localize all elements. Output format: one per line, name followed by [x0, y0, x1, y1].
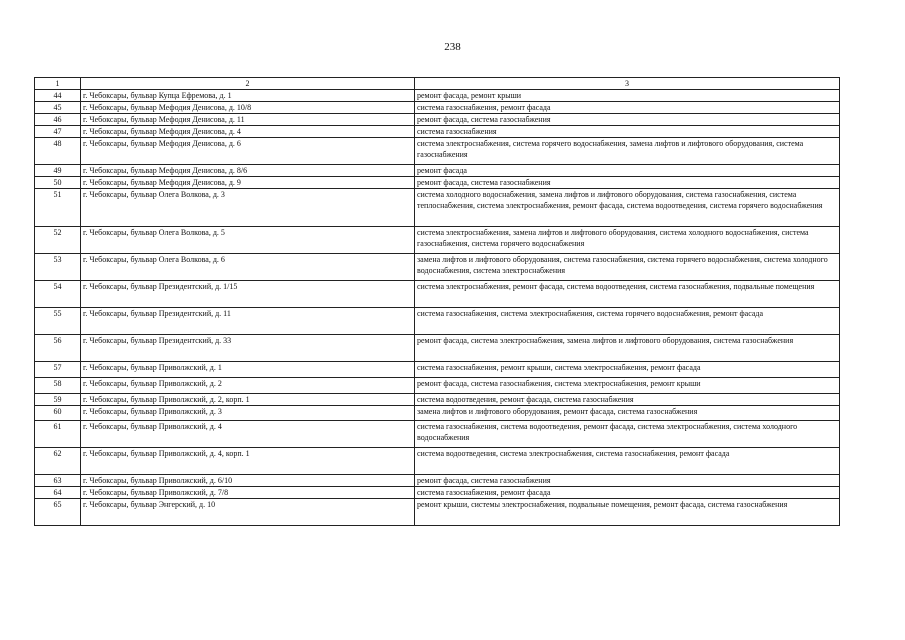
- row-works: система газоснабжения, система электроснабжения, система горячего водоснабжения, ремонт фасада: [415, 308, 840, 335]
- table-row: [35, 189, 840, 227]
- table-row: [35, 394, 840, 406]
- row-number: 65: [35, 499, 81, 526]
- row-address: г. Чебоксары, бульвар Президентский, д. 11: [81, 308, 415, 335]
- row-works: система газоснабжения: [415, 126, 840, 138]
- row-works: замена лифтов и лифтового оборудования, ремонт фасада, система газоснабжения: [415, 406, 840, 421]
- row-address: г. Чебоксары, бульвар Купца Ефремова, д. 1: [81, 90, 415, 102]
- row-address: г. Чебоксары, бульвар Мефодия Денисова, д. 9: [81, 177, 415, 189]
- row-number: 57: [35, 362, 81, 378]
- row-number: 55: [35, 308, 81, 335]
- row-number: 46: [35, 114, 81, 126]
- row-address: г. Чебоксары, бульвар Олега Волкова, д. 3: [81, 189, 415, 227]
- row-works: система газоснабжения, ремонт фасада: [415, 487, 840, 499]
- row-address: г. Чебоксары, бульвар Мефодия Денисова, д. 4: [81, 126, 415, 138]
- housing-register-table: [34, 77, 840, 526]
- row-number: 52: [35, 227, 81, 254]
- row-number: 51: [35, 189, 81, 227]
- table-row: [35, 487, 840, 499]
- row-works: система электроснабжения, ремонт фасада, система водоотведения, система газоснабжения, подвальные помещения: [415, 281, 840, 308]
- row-works: система газоснабжения, система водоотведения, ремонт фасада, система электроснабжения, система холодного водоснабжения: [415, 421, 840, 448]
- table-row: [35, 308, 840, 335]
- table-row: [35, 475, 840, 487]
- row-number: 49: [35, 165, 81, 177]
- table-row: [35, 448, 840, 475]
- table-row: [35, 254, 840, 281]
- table-row: [35, 335, 840, 362]
- column-header-1: 1: [35, 78, 81, 90]
- row-works: ремонт фасада, система газоснабжения: [415, 475, 840, 487]
- row-works: замена лифтов и лифтового оборудования, система газоснабжения, система горячего водоснабжения, система холодного водоснабжения, система электроснабжения: [415, 254, 840, 281]
- row-works: ремонт фасада, система электроснабжения, замена лифтов и лифтового оборудования, система газоснабжения: [415, 335, 840, 362]
- row-address: г. Чебоксары, бульвар Приволжский, д. 6/10: [81, 475, 415, 487]
- table-row: [35, 177, 840, 189]
- row-works: система водоотведения, ремонт фасада, система газоснабжения: [415, 394, 840, 406]
- row-number: 63: [35, 475, 81, 487]
- row-works: система холодного водоснабжения, замена лифтов и лифтового оборудования, система газоснабжения, система теплоснабжения, система электроснабжения, ремонт фасада, система водоотведения, система горячего водоснабжения: [415, 189, 840, 227]
- row-address: г. Чебоксары, бульвар Приволжский, д. 1: [81, 362, 415, 378]
- row-number: 48: [35, 138, 81, 165]
- table-row: [35, 114, 840, 126]
- row-works: система электроснабжения, замена лифтов и лифтового оборудования, система холодного водоснабжения, система газоснабжения, система горячего водоснабжения: [415, 227, 840, 254]
- row-works: ремонт крыши, системы электроснабжения, подвальные помещения, ремонт фасада, система газоснабжения: [415, 499, 840, 526]
- row-works: система водоотведения, система электроснабжения, система газоснабжения, ремонт фасада: [415, 448, 840, 475]
- row-address: г. Чебоксары, бульвар Приволжский, д. 4: [81, 421, 415, 448]
- table-row: [35, 165, 840, 177]
- column-header-2: 2: [81, 78, 415, 90]
- table-row: [35, 227, 840, 254]
- table-row: [35, 281, 840, 308]
- row-works: ремонт фасада, система газоснабжения: [415, 114, 840, 126]
- table-row: [35, 90, 840, 102]
- row-address: г. Чебоксары, бульвар Мефодия Денисова, д. 8/6: [81, 165, 415, 177]
- row-address: г. Чебоксары, бульвар Мефодия Денисова, д. 6: [81, 138, 415, 165]
- row-address: г. Чебоксары, бульвар Олега Волкова, д. 5: [81, 227, 415, 254]
- row-number: 56: [35, 335, 81, 362]
- table-row: [35, 362, 840, 378]
- table-row: [35, 406, 840, 421]
- row-number: 64: [35, 487, 81, 499]
- page-number: 238: [444, 41, 461, 53]
- row-number: 53: [35, 254, 81, 281]
- table-row: [35, 126, 840, 138]
- table-body: [35, 78, 840, 526]
- table-row: [35, 421, 840, 448]
- row-address: г. Чебоксары, бульвар Приволжский, д. 2: [81, 378, 415, 394]
- row-works: ремонт фасада: [415, 165, 840, 177]
- column-number-row: [35, 78, 840, 90]
- row-works: ремонт фасада, система газоснабжения: [415, 177, 840, 189]
- row-address: г. Чебоксары, бульвар Приволжский, д. 2, корп. 1: [81, 394, 415, 406]
- row-address: г. Чебоксары, бульвар Энгерский, д. 10: [81, 499, 415, 526]
- table-row: [35, 378, 840, 394]
- row-number: 60: [35, 406, 81, 421]
- row-works: ремонт фасада, ремонт крыши: [415, 90, 840, 102]
- row-number: 58: [35, 378, 81, 394]
- row-address: г. Чебоксары, бульвар Президентский, д. 1/15: [81, 281, 415, 308]
- row-works: система газоснабжения, ремонт крыши, система электроснабжения, ремонт фасада: [415, 362, 840, 378]
- row-number: 44: [35, 90, 81, 102]
- column-header-3: 3: [415, 78, 840, 90]
- row-number: 62: [35, 448, 81, 475]
- row-address: г. Чебоксары, бульвар Президентский, д. 33: [81, 335, 415, 362]
- row-address: г. Чебоксары, бульвар Приволжский, д. 7/8: [81, 487, 415, 499]
- row-address: г. Чебоксары, бульвар Мефодия Денисова, д. 10/8: [81, 102, 415, 114]
- row-number: 59: [35, 394, 81, 406]
- table-row: [35, 102, 840, 114]
- row-number: 61: [35, 421, 81, 448]
- row-works: система газоснабжения, ремонт фасада: [415, 102, 840, 114]
- table-row: [35, 138, 840, 165]
- table-row: [35, 499, 840, 526]
- row-address: г. Чебоксары, бульвар Приволжский, д. 4, корп. 1: [81, 448, 415, 475]
- row-works: ремонт фасада, система газоснабжения, система электроснабжения, ремонт крыши: [415, 378, 840, 394]
- row-number: 45: [35, 102, 81, 114]
- row-address: г. Чебоксары, бульвар Приволжский, д. 3: [81, 406, 415, 421]
- row-number: 54: [35, 281, 81, 308]
- row-number: 47: [35, 126, 81, 138]
- row-address: г. Чебоксары, бульвар Мефодия Денисова, д. 11: [81, 114, 415, 126]
- row-works: система электроснабжения, система горячего водоснабжения, замена лифтов и лифтового оборудования, система газоснабжения: [415, 138, 840, 165]
- row-number: 50: [35, 177, 81, 189]
- row-address: г. Чебоксары, бульвар Олега Волкова, д. 6: [81, 254, 415, 281]
